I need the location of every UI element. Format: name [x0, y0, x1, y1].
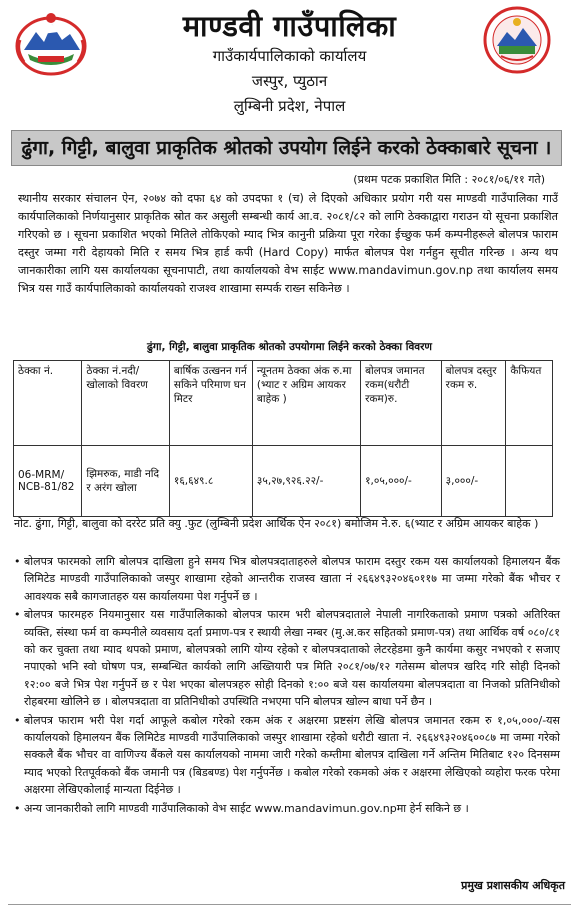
list-item-text: बोलपत्र फाराम भरी पेश गर्दा आफूले कबोल गरेको रकम अंक र अक्षरमा प्रष्टसंग लेखि बोलपत्र जमानत रकम रु १,०५,०००/-यस कार्यालयको हिमालयन बैंक लिमिटेड माण्डवी गाउँपालिकाको जस्पुर शाखामा रहेको धरौटी खाता नं. २६६४९३२०४६००८७ मा जम्मा गरेको सक्कलै बैंक भौचर वा वाणिज्य बैंकले यस कार्यालयको नाममा जारी गरेको कम्तीमा बोलपत्र दाखिला गर्ने अन्तिम मितिबाट १२० दिनसम्म म्याद भएको रितपूर्वकको बैंक जमानी पत्र (बिडबण्ड) पेश गर्नुपर्नेछ । कबोल गरेको रकमको अंक र अक्षरमा लेखिएको व्यहोरा फरक परेमा अक्षरमा लेखिएकोलाई मान्यता दिईनेछ ।	[24, 713, 560, 797]
table-header: न्यूनतम ठेक्का अंक रु.मा (भ्याट र अग्रिम आयकर बाहेक )	[252, 361, 360, 446]
municipality-name: माण्डवी गाउँपालिका	[182, 9, 397, 43]
list-item	[14, 606, 560, 710]
bottom-divider	[8, 904, 571, 905]
table-cell: ३,०००/-	[441, 446, 506, 517]
list-item	[14, 712, 560, 799]
list-item-text: बोलपत्र फारमको लागि बोलपत्र दाखिला हुने समय भित्र बोलपत्रदाताहरुले बोलपत्र फाराम दस्तुर रकम यस कार्यालयको हिमालयन बैंक लिमिटेड माण्डवी गाउँपालिकाको जस्पुर शाखामा रहेको आन्तरीक राजस्व खाता नं २६६४९३२०४६०११७ मा जम्मा गरेको बैंक भौचर र आवश्यक सबै कागजातहरु यस कार्यालयमा पेश गर्नुपर्ने छ ।	[24, 555, 560, 603]
table-header: बार्षिक उत्खनन गर्न सकिने परिमाण घन मिटर	[169, 361, 252, 446]
signatory-title: प्रमुख प्रशासकीय अधिकृत	[461, 879, 565, 892]
table-cell: 06-MRM/ NCB-81/82	[14, 446, 82, 517]
office-name: गाउँकार्यपालिकाको कार्यालय	[212, 47, 367, 65]
table-header-row	[14, 361, 553, 446]
table-header: ठेक्का नं.	[14, 361, 82, 446]
intro-paragraph: स्थानीय सरकार संचालन ऐन, २०७४ को दफा ६४ को उपदफा १ (च) ले दिएको अधिकार प्रयोग गरी यस माण्डवी गाउँपालिका गाउँ कार्यपालिकाको निर्णयानुसार प्राकृतिक स्रोत कर असुली सम्बन्धी कार्य आ.व. २०८१/८२ को लागि ठेक्काद्वारा गराउन यो सूचना प्रकाशित गरिएको छ । सूचना प्रकाशित भएको मितिले तोकिएको म्याद भित्र कानुनी प्रक्रिया पूरा गरेका ईच्छुक फर्म कम्पनीहरूले बोलपत्र फाराम दस्तुर जम्मा गरी देहायको मिति र समय भित्र हार्ड कपी (Hard Copy) मार्फत बोलपत्र पेश गर्नहुन सूचीत गरिन्छ । अन्य थप जानकारीका लागि यस कार्यालयका सूचनापाटी, तथा कार्यालयको वेभ साईट www.mandavimun.gov.np तथा कार्यालय समय भित्र यस गाउँ कार्यपालिकाको कार्यालयको राजश्व शाखामा सम्पर्क राख्न सकिनेछ ।	[18, 192, 558, 295]
table-header: कैफियत	[506, 361, 553, 446]
bullet-icon: •	[14, 608, 21, 622]
letterhead	[0, 0, 579, 128]
rate-note: नोट. ढुंगा, गिट्टी, बालुवा को दररेट प्रति क्यु .फुट (लुम्बिनी प्रदेश आर्थिक ऐन २०८१) बमोजिम ने.रु. ६(भ्याट र अग्रिम आयकर बाहेक )	[14, 517, 539, 530]
table-cell: झिमरुक, माडी नदि र अरंग खोला	[82, 446, 170, 517]
table-cell: १६,६४९.८	[169, 446, 252, 517]
list-item-text: बोलपत्र फारमहरु नियमानुसार यस गाउँपालिकाको बोलपत्र फारम भरी बोलपत्रदाताले नेपाली नागरिकताको प्रमाण पत्रको अतिरिक्त व्यक्ति, संस्था फर्म वा कम्पनीले व्यवसाय दर्ता प्रमाण-पत्र र स्थायी लेखा नम्बर (मु.अ.कर सहितको प्रमाण-पत्र) तथा आर्थिक वर्ष ०८०/८१ को कर चुक्ता तथा म्याद थपको प्रमाण, बोलपत्रको लागि योग्य रहेको र बोलपत्रदाताको लेटरहेडमा कुनै कार्यमा कसुर नभएको र सजाए नपाएको भनि स्वो घोषण पत्र, सम्बन्धित कार्यको लागि अख्तियारी पत्र मिति २०८१/०७/१२ गतेसम्म बोलपत्र खरिद गरि सोही दिनको १२:०० बजे भित्र पेश गर्नुपर्ने छ र पेश भएका बोलपत्रहरु सोही दिनको १:०० बजे यस कार्यालयमा बोलपत्रदाता वा निजको प्रतिनिधीको रोहबरमा खोलिने छ । बोलपत्रदाता वा प्रतिनिधीको उपस्थिति नभएमा पनि बोलपत्र खोल्न बाधा पर्ने छैन ।	[24, 608, 560, 709]
bullet-icon: •	[14, 713, 21, 727]
nepal-government-emblem	[14, 10, 88, 76]
province-name: लुम्बिनी प्रदेश, नेपाल	[233, 97, 346, 115]
contract-table	[13, 360, 553, 517]
table-row	[14, 446, 553, 517]
table-header: बोलपत्र जमानत रकम(धरौटी रकम)रु.	[361, 361, 442, 446]
bullet-icon: •	[14, 801, 21, 815]
bullet-icon: •	[14, 555, 21, 568]
table-cell: १,०५,०००/-	[361, 446, 442, 517]
list-item	[14, 800, 560, 817]
notice-title: ढुंगा, गिट्टी, बालुवा प्राकृतिक श्रोतको उपयोग लिईने करको ठेक्काबारे सूचना ।	[11, 130, 562, 166]
publication-date: (प्रथम पटक प्रकाशित मिति : २०८१/०६/११ गते)	[353, 173, 545, 186]
table-cell: ३५,२७,९२६.२२/-	[252, 446, 360, 517]
table-title: ढुंगा, गिट्टी, बालुवा प्राकृतिक श्रोतको उपयोगमा लिईने करको ठेक्का विवरण	[146, 341, 433, 353]
conditions-list	[14, 553, 560, 818]
list-item	[14, 553, 560, 605]
table-cell	[506, 446, 553, 517]
table-header: ठेक्का नं.नदी/ खोलाको विवरण	[82, 361, 170, 446]
municipality-logo	[483, 6, 551, 74]
table-header: बोलपत्र दस्तुर रकम रु.	[441, 361, 506, 446]
list-item-text: अन्य जानकारीको लागि माण्डवी गाउँपालिकाको वेभ साईट www.mandavimun.gov.npमा हेर्न सकिने छ ।	[24, 801, 469, 815]
office-address: जस्पुर, प्युठान	[251, 72, 328, 90]
